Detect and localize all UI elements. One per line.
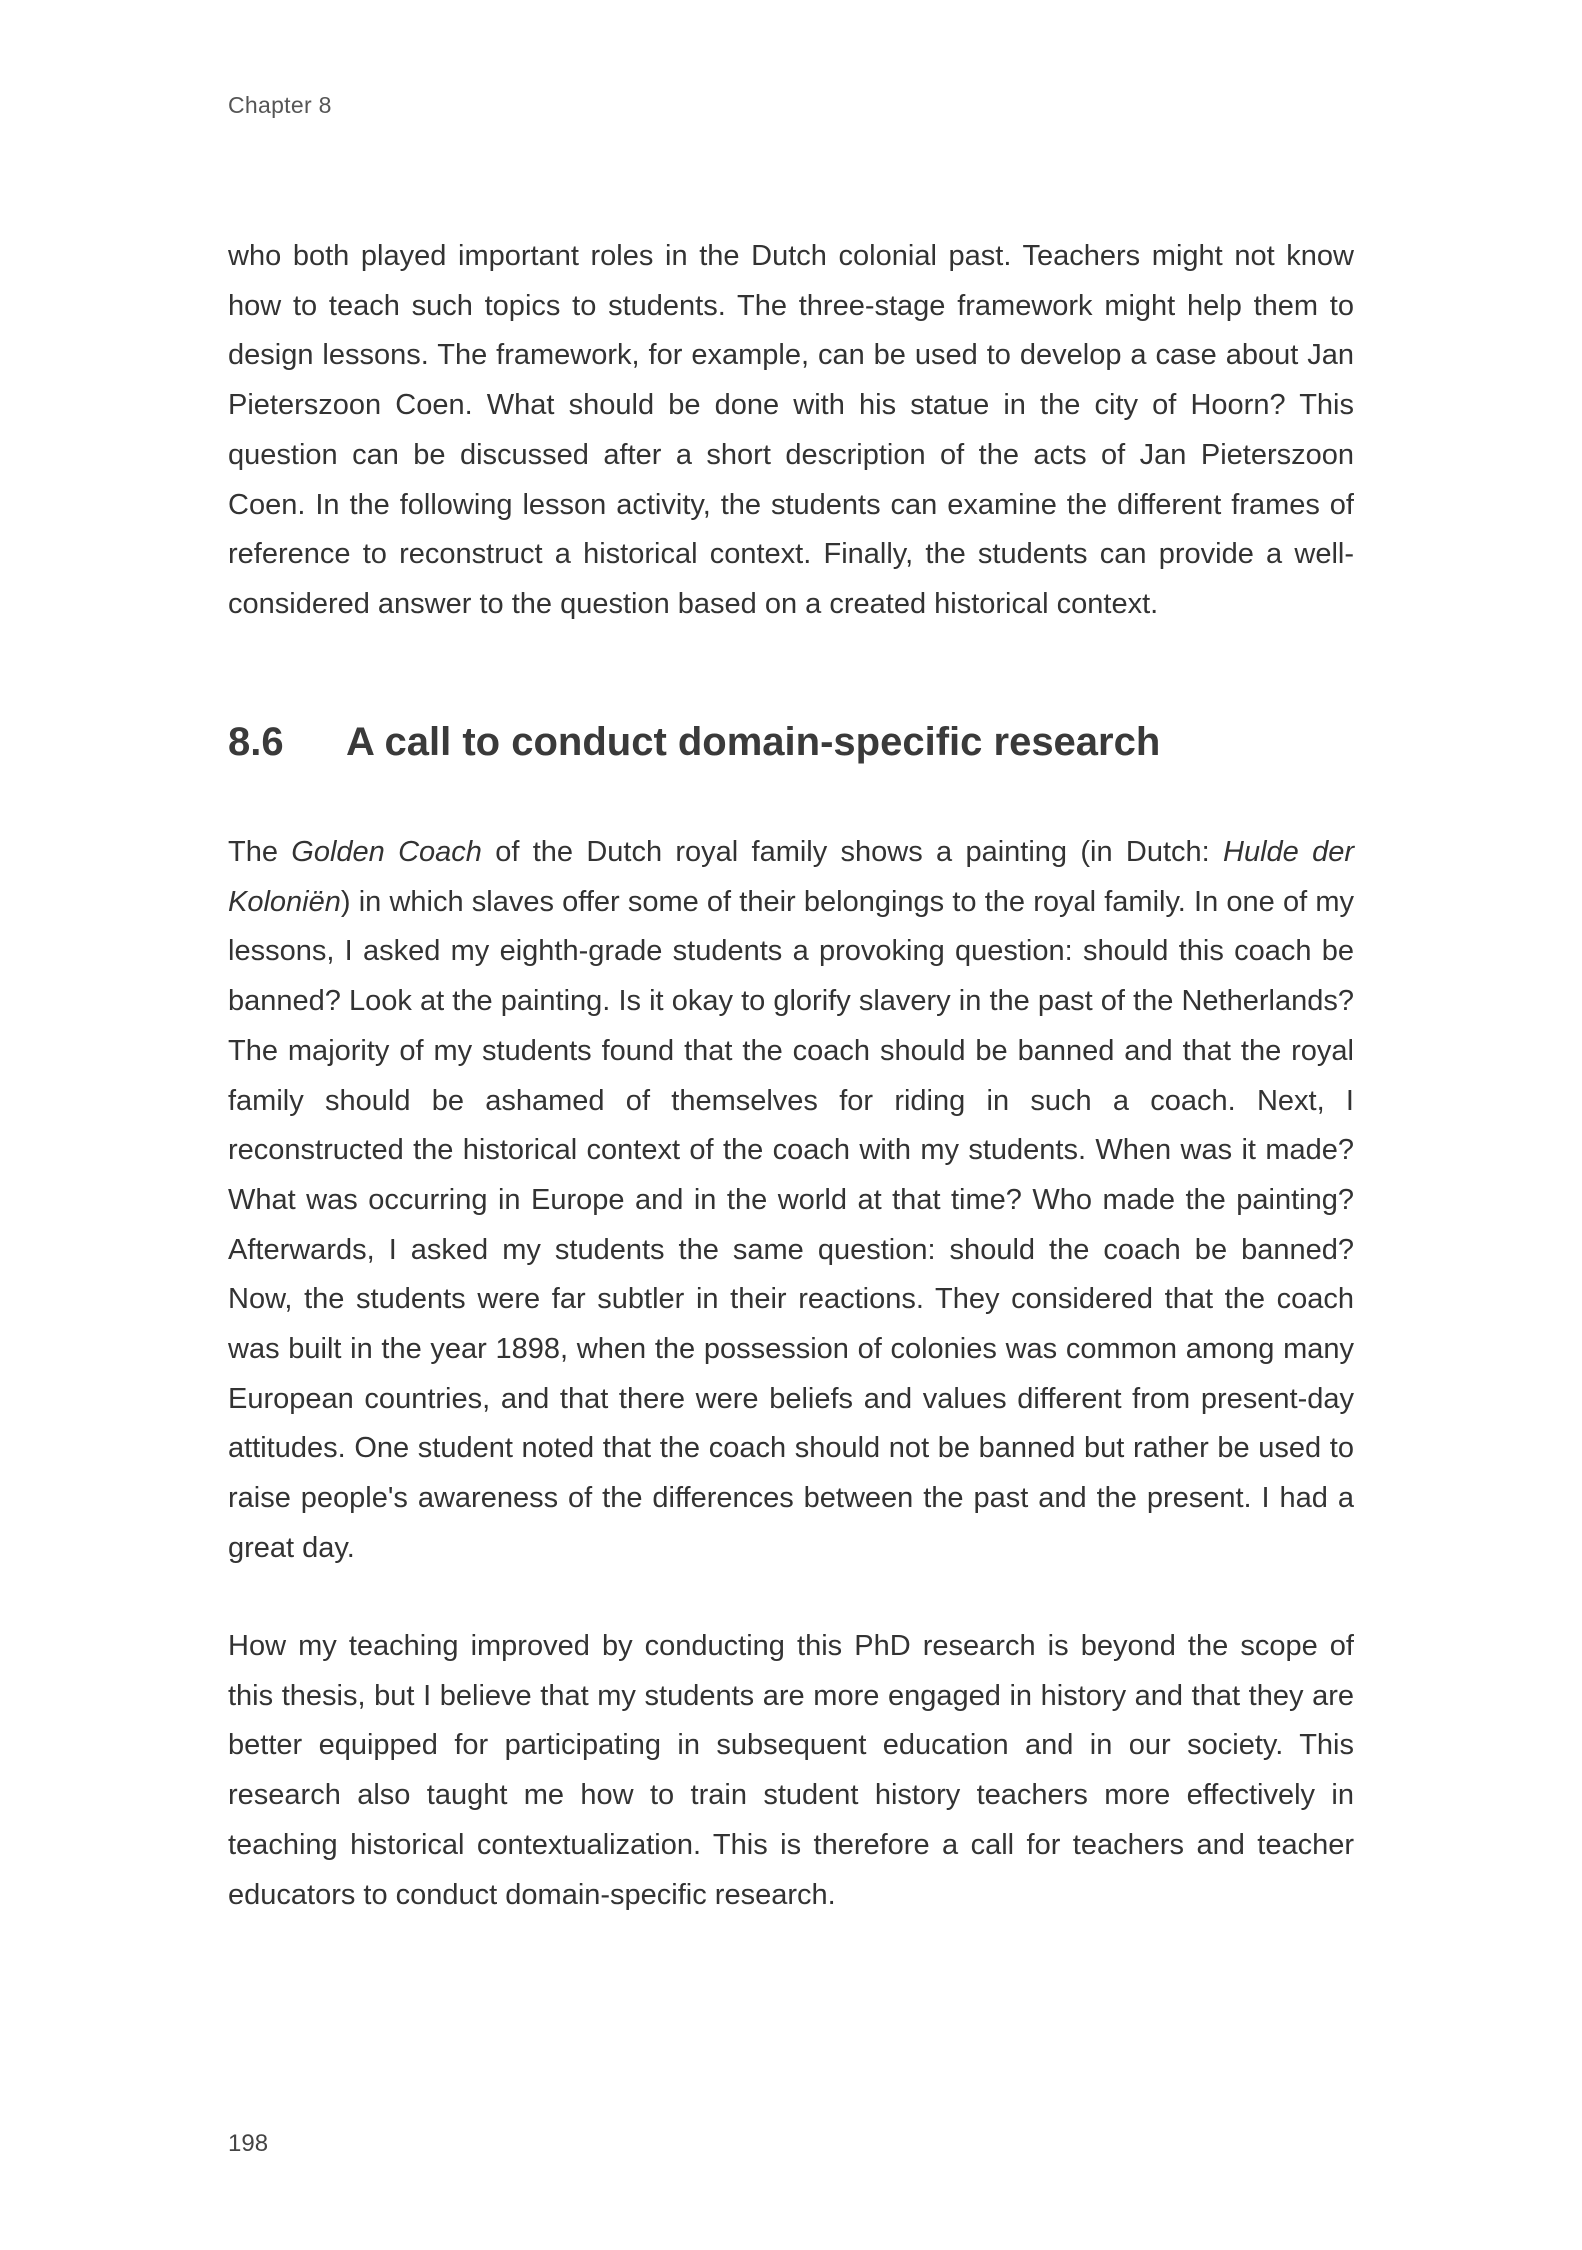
- italic-title-golden-coach: Golden Coach: [291, 836, 482, 868]
- running-head: Chapter 8: [228, 92, 332, 118]
- paragraph-intro: who both played important roles in the Dutch colonial past. Teachers might not know how to teach such topics to students. The three-stage framework might help them to design lessons. The framework, for example, can be used to develop a case about Jan Pieterszoon Coen. What should be done with his statue in the city of Hoorn? This question can be discussed after a short description of the acts of Jan Pieterszoon Coen. In the following lesson activity, the students can examine the different frames of reference to reconstruct a historical context. Finally, the students can provide a well-considered answer to the question based on a created historical context.: [228, 240, 1354, 620]
- paragraph-text: The: [228, 836, 292, 868]
- paragraph-conclusion: How my teaching improved by conducting this PhD research is beyond the scope of this thesis, but I believe that my students are more engaged in history and that they are better equipped for participating in subsequent education and in our society. This research also taught me how to train student history teachers more effectively in teaching historical contextualization. This is therefore a call for teachers and teacher educators to conduct domain-specific research.: [228, 1630, 1354, 1911]
- section-number: 8.6: [228, 720, 284, 764]
- italic-title-painting: Hulde der Koloniën: [228, 836, 1354, 918]
- section-title: A call to conduct domain-specific research: [346, 720, 1161, 764]
- paragraph-text: of the Dutch royal family shows a painting (in Dutch:: [481, 836, 1223, 868]
- paragraph-golden-coach: [228, 828, 1354, 1574]
- paragraph-text: ) in which slaves offer some of their belongings to the royal family. In one of my lessons, I asked my eighth-grade students a provoking question: should this coach be banned? Look at the painting. Is it okay to glorify slavery in the past of the Netherlands? The majority of my students found that the coach should be banned and that the royal family should be ashamed of themselves for riding in such a coach. Next, I reconstructed the historical context of the coach with my students. When was it made? What was occurring in Europe and in the world at that time? Who made the painting? Afterwards, I asked my students the same question: should the coach be banned? Now, the students were far subtler in their reactions. They considered that the coach was built in the year 1898, when the possession of colonies was common among many European countries, and that there were beliefs and values different from present-day attitudes. One student noted that the coach should not be banned but rather be used to raise people's awareness of the differences between the past and the present. I had a great day.: [228, 885, 1354, 1564]
- section-heading: [228, 720, 1160, 765]
- page-number: 198: [228, 2130, 269, 2157]
